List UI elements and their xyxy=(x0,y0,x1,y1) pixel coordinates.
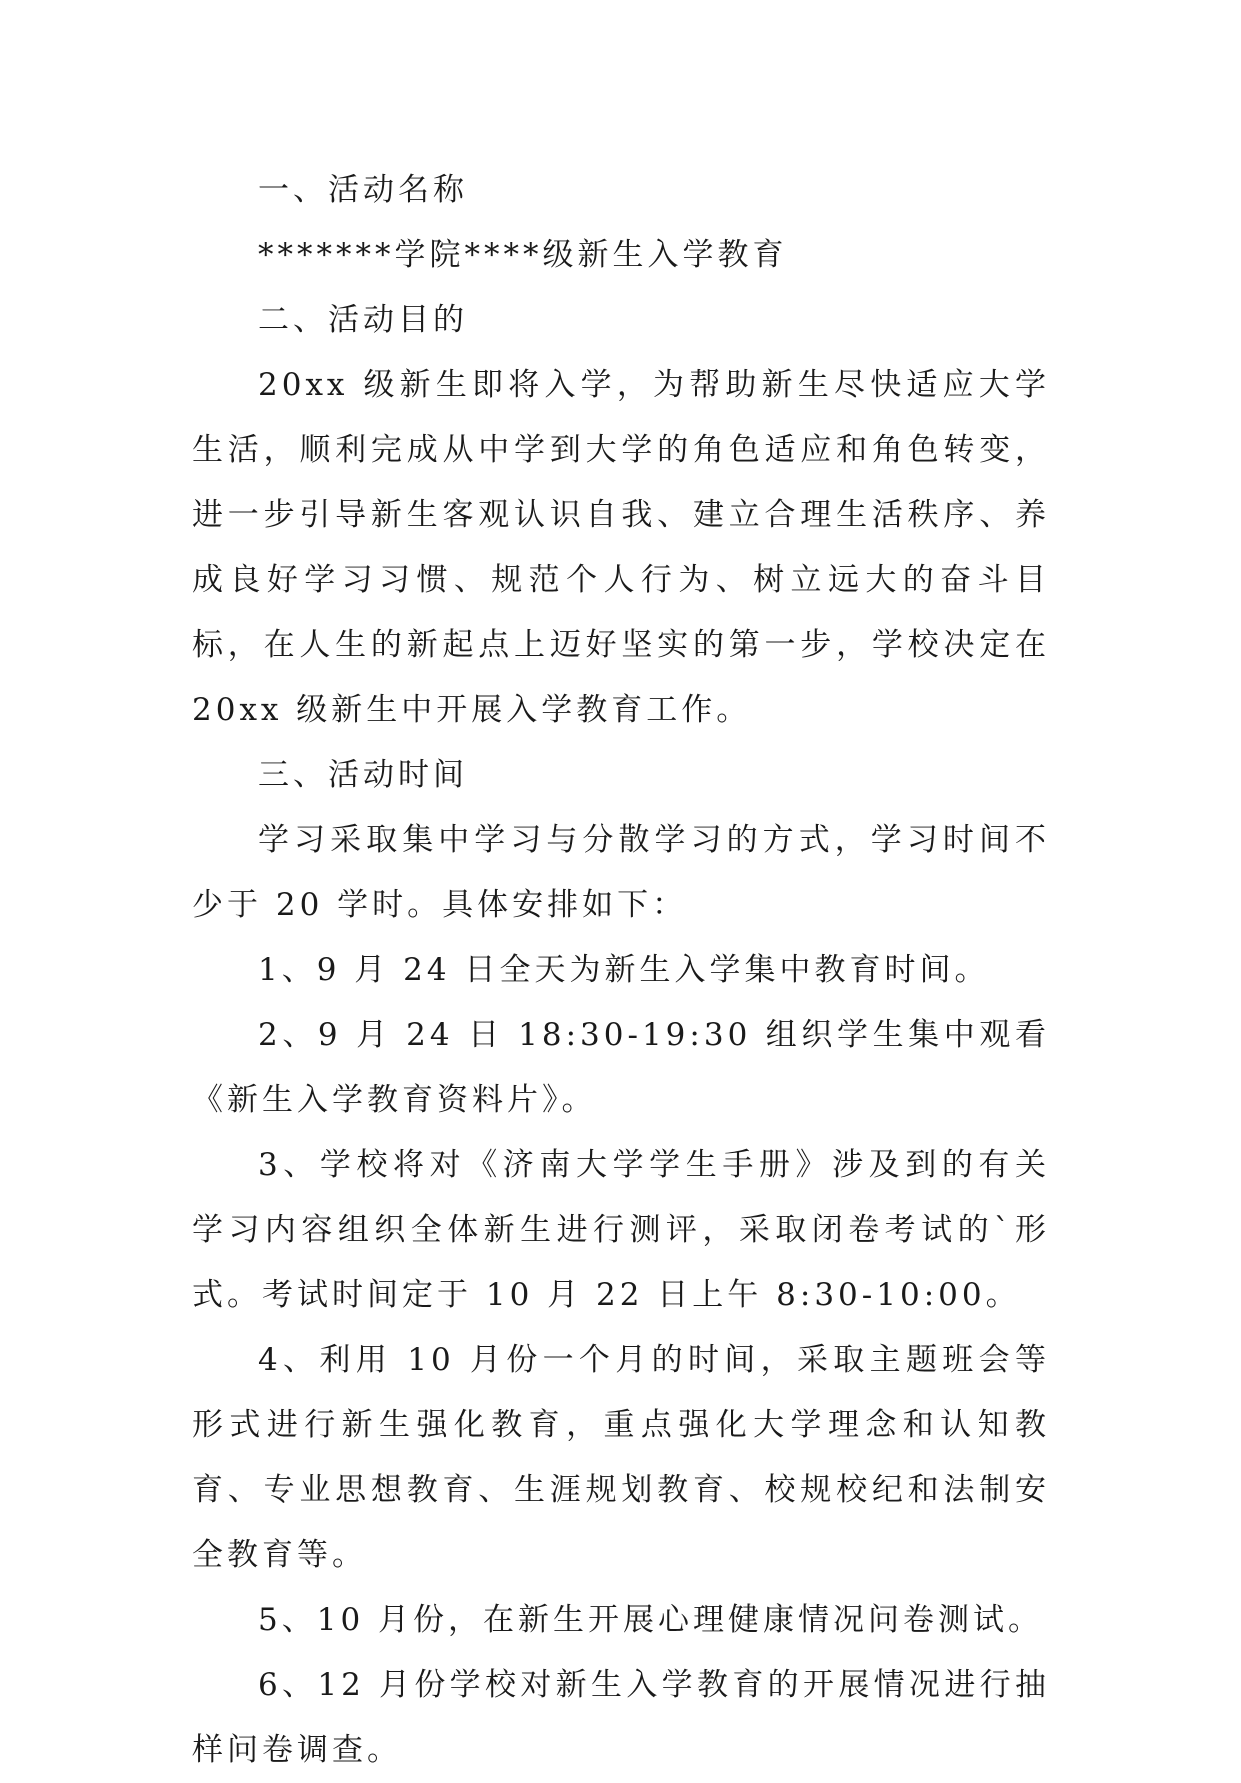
activity-time-intro: 学习采取集中学习与分散学习的方式，学习时间不少于 20 学时。具体安排如下： xyxy=(192,822,1050,923)
section-heading-activity-purpose: 二、活动目的 xyxy=(258,302,468,338)
section-heading-activity-name: 一、活动名称 xyxy=(258,172,468,208)
schedule-item-1: 1、9 月 24 日全天为新生入学集中教育时间。 xyxy=(258,952,990,988)
schedule-item-5: 5、10 月份，在新生开展心理健康情况问卷测试。 xyxy=(258,1602,1044,1638)
schedule-item-4: 4、利用 10 月份一个月的时间，采取主题班会等形式进行新生强化教育，重点强化大学理念和认知教育、专业思想教育、生涯规划教育、校规校纪和法制安全教育等。 xyxy=(192,1342,1050,1573)
schedule-item-2: 2、9 月 24 日 18:30-19:30 组织学生集中观看《新生入学教育资料片》。 xyxy=(192,1017,1050,1118)
activity-purpose-text: 20xx 级新生即将入学，为帮助新生尽快适应大学生活，顺利完成从中学到大学的角色适应和角色转变，进一步引导新生客观认识自我、建立合理生活秩序、养成良好学习习惯、规范个人行为、树立远大的奋斗目标，在人生的新起点上迈好坚实的第一步，学校决定在 20xx 级新生中开展入学教育工作。 xyxy=(192,367,1050,728)
schedule-item-6: 6、12 月份学校对新生入学教育的开展情况进行抽样问卷调查。 xyxy=(192,1667,1050,1768)
section-heading-activity-time: 三、活动时间 xyxy=(258,757,468,793)
document-body xyxy=(192,158,1050,1783)
schedule-item-3: 3、学校将对《济南大学学生手册》涉及到的有关学习内容组织全体新生进行测评，采取闭卷考试的`形式。考试时间定于 10 月 22 日上午 8:30-10:00。 xyxy=(192,1147,1050,1313)
activity-name-text: *******学院****级新生入学教育 xyxy=(258,237,788,273)
